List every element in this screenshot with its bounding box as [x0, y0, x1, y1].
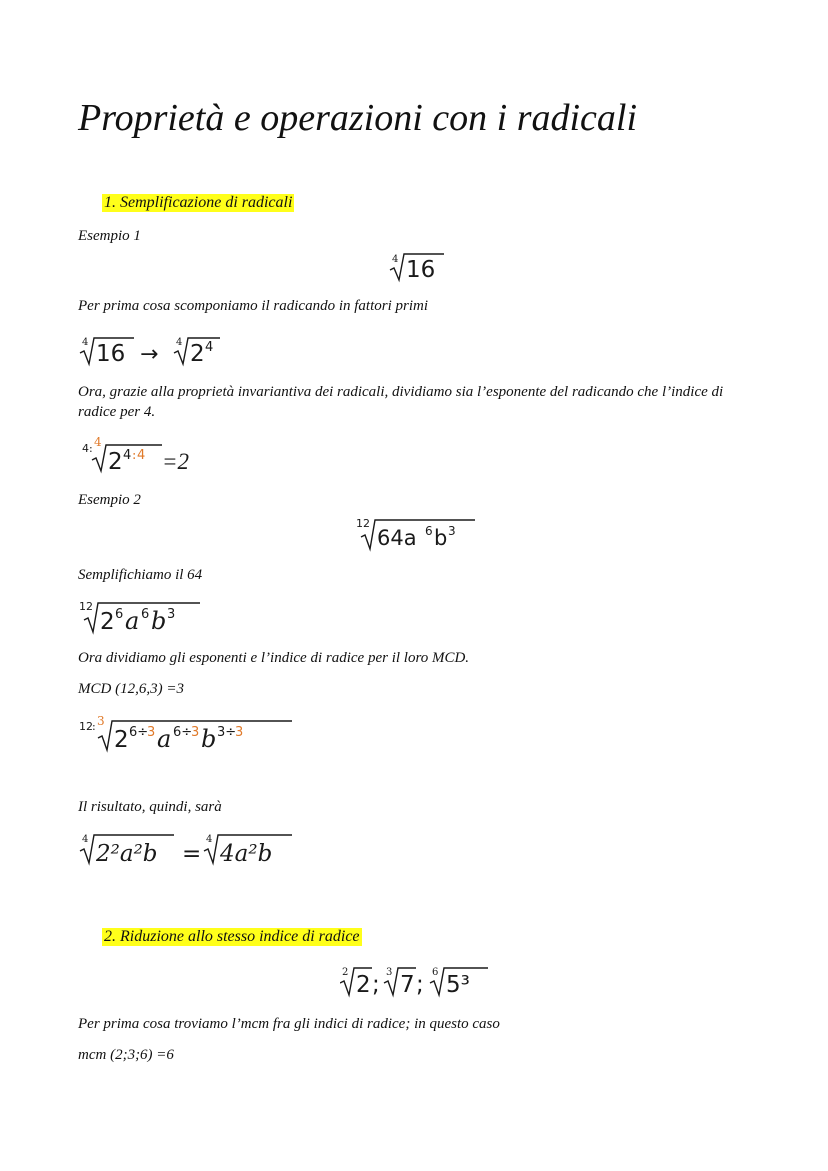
root-index: 12 [79, 600, 93, 613]
radical-factorization [78, 333, 238, 369]
radical-example-1 [388, 250, 448, 284]
radicand-base: 2 [190, 341, 205, 367]
exponent-b: 3÷ [217, 725, 237, 740]
radical-example-2 [355, 515, 485, 553]
variable-b: b [201, 725, 217, 753]
radicand: 64a [377, 526, 417, 550]
index-divisor: 4 [94, 435, 102, 449]
variable-b: b [434, 526, 448, 550]
radical-simplified [78, 598, 218, 636]
root-index: 4 [176, 337, 183, 348]
text-simplify: Semplifichiamo il 64 [78, 567, 203, 583]
exponent-2: 6 [115, 607, 124, 622]
radicand: 7 [400, 972, 415, 998]
page-title: Proprietà e operazioni con i radicali [78, 97, 638, 139]
result: =2 [162, 449, 190, 474]
mcd-value: MCD (12,6,3) =3 [78, 681, 184, 697]
exponent-2: 6÷ [129, 725, 149, 740]
root-index: 12 [79, 720, 93, 733]
section-heading-1: 1. Semplificazione di radicali [104, 194, 293, 211]
exponent-a: 6 [141, 607, 150, 622]
root-index: 4 [82, 337, 89, 348]
radicand: 16 [96, 341, 126, 367]
root-index: 4 [206, 834, 213, 845]
exp-op: : [132, 448, 137, 463]
separator: ; [416, 972, 424, 998]
radicand-base: 2 [114, 727, 129, 753]
text-invariant: Ora, grazie alla proprietà invariantiva dei radicali, dividiamo sia l’esponente del radicando che l’indice di radice per 4. [78, 384, 724, 420]
index-op: : [89, 442, 93, 455]
arrow: → [140, 342, 159, 367]
variable-b: b [151, 607, 167, 635]
text-factor: Per prima cosa scomponiamo il radicando in fattori primi [78, 298, 428, 314]
exponent-a: 6÷ [173, 725, 193, 740]
radicand-base: 2 [108, 449, 123, 475]
variable-a: a [157, 725, 172, 753]
text-mcm: Per prima cosa troviamo l’mcm fra gli indici di radice; in questo caso [78, 1016, 500, 1032]
radicand-base: 2 [100, 609, 115, 635]
root-index: 4 [82, 834, 89, 845]
radical-mcd-division [78, 712, 308, 754]
section-heading-2: 2. Riduzione allo stesso indice di radice [104, 928, 360, 945]
radicand: 5³ [446, 972, 470, 998]
root-index: 4 [392, 254, 399, 265]
exponent-b: 3 [448, 524, 456, 538]
radicand: 2 [356, 972, 371, 998]
root-index: 2 [342, 967, 349, 978]
root-index: 4 [82, 442, 89, 455]
radicand-right: 4a²b [220, 841, 273, 867]
exponent-b: 3 [167, 607, 176, 622]
text-divide: Ora dividiamo gli esponenti e l’indice di radice per il loro MCD. [78, 650, 470, 666]
radicand-left: 2²a²b [96, 841, 158, 867]
equals: = [182, 841, 202, 867]
radicand: 16 [406, 257, 436, 283]
root-index: 12 [356, 517, 370, 530]
example-2-label: Esempio 2 [78, 492, 141, 508]
exponent-b-divisor: 3 [235, 725, 244, 740]
radicand-exponent: 4 [123, 448, 132, 463]
radicand-exponent: 4 [205, 340, 214, 355]
exponent-a-divisor: 3 [191, 725, 200, 740]
radical-final-result [78, 830, 308, 870]
radicals-list [340, 963, 500, 1001]
index-divisor: 3 [97, 714, 105, 728]
exp-divisor: 4 [137, 448, 146, 463]
separator: ; [372, 972, 380, 998]
radical-division [78, 434, 218, 476]
text-result: Il risultato, quindi, sarà [78, 799, 222, 815]
index-op: : [92, 720, 96, 733]
root-index: 6 [432, 967, 439, 978]
variable-a: a [125, 607, 140, 635]
example-1-label: Esempio 1 [78, 228, 141, 244]
exponent-2-divisor: 3 [147, 725, 156, 740]
root-index: 3 [386, 967, 393, 978]
mcm-value: mcm (2;3;6) =6 [78, 1047, 174, 1063]
exponent-a: 6 [425, 524, 433, 538]
